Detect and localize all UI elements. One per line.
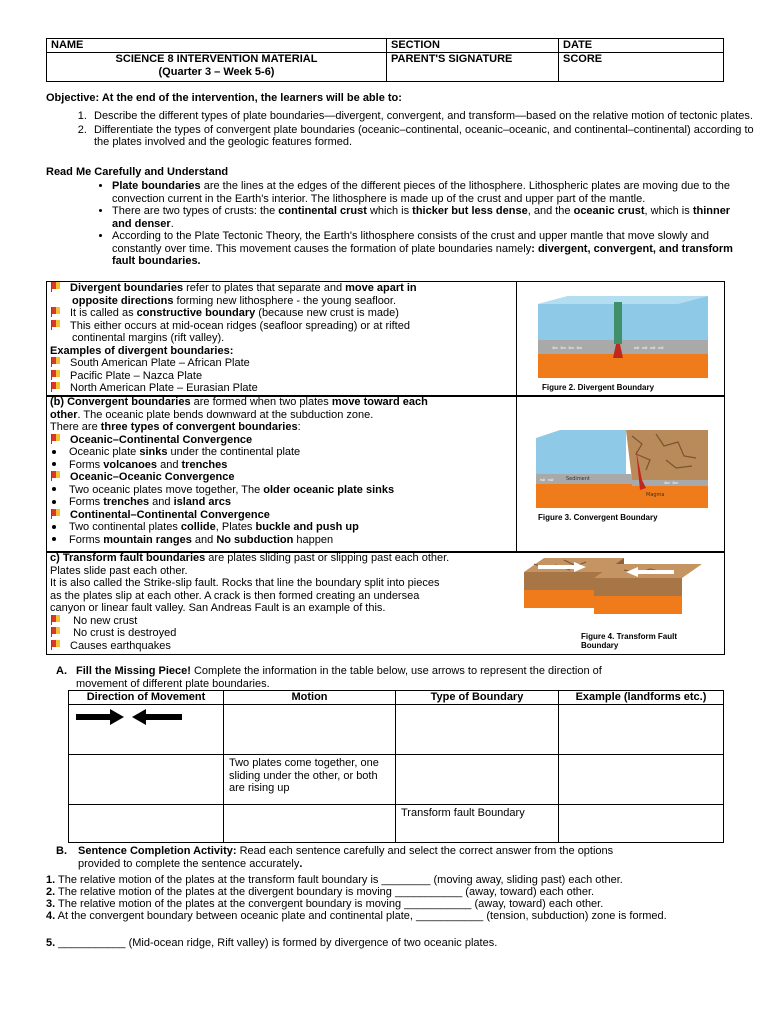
figure-4-caption: Figure 4. Transform Fault Boundary — [581, 632, 678, 650]
read-bullet-3: • According to the Plate Tectonic Theory, the Earth's lithosphere consists of the crust and upper mantle that move slowly and constantly over time. This movement causes the formation of plate boundaries namely: divergent, convergent, and transform fault boundaries. — [112, 230, 752, 268]
bullet-dot-icon — [52, 462, 56, 466]
column-header: Motion — [224, 691, 396, 705]
svg-text:⇨ ⇨ ⇨ ⇨: ⇨ ⇨ ⇨ ⇨ — [634, 344, 665, 352]
flag-bullet-icon — [50, 640, 62, 650]
divergent-boundary-figure — [538, 296, 708, 378]
convergent-boundary-figure — [536, 430, 708, 508]
flag-bullet-icon — [50, 382, 62, 392]
figure-3-caption: Figure 3. Convergent Boundary — [538, 513, 658, 522]
read-bullet-1: • Plate boundaries are the lines at the edges of the different pieces of the lithosphere. Lithospheric plates are moving due to the convection current in the Earth's interior. The lithosphere is made up of the crust and upper part of the mantle. — [112, 180, 752, 205]
svg-text:⇦ ⇦ ⇦ ⇦: ⇦ ⇦ ⇦ ⇦ — [552, 344, 583, 352]
date-label: DATE — [559, 39, 724, 53]
oceanic-oceanic-heading: Oceanic–Oceanic Convergence — [70, 471, 235, 483]
continental-continental-heading: Continental–Continental Convergence — [70, 508, 270, 521]
material-title — [47, 53, 387, 82]
activity-b-letter: B. — [56, 845, 67, 857]
bullet-dot-icon — [52, 487, 56, 491]
answer-cell[interactable] — [396, 755, 559, 805]
box-divider — [516, 281, 517, 551]
sediment-label: Sediment — [566, 476, 590, 482]
divergent-examples-heading: Examples of divergent boundaries: — [50, 344, 234, 357]
read-bullets — [80, 180, 752, 268]
flag-bullet-icon — [50, 434, 62, 444]
sentence-item-5: 5. ___________ (Mid-ocean ridge, Rift valley) is formed by divergence of two oceanic plates. — [46, 937, 498, 949]
flag-bullet-icon — [50, 471, 62, 481]
column-header: Direction of Movement — [69, 691, 224, 705]
transform-bullet: No new crust — [73, 614, 138, 627]
read-bullet-2: • There are two types of crusts: the continental crust which is thicker but less dense, and the oceanic crust, which is thinner and denser. — [112, 205, 752, 230]
flag-bullet-icon — [50, 282, 62, 292]
figure-2-caption: Figure 2. Divergent Boundary — [542, 383, 655, 392]
divergent-example: North American Plate – Eurasian Plate — [70, 382, 258, 394]
answer-cell[interactable] — [69, 805, 224, 843]
answer-cell[interactable] — [69, 755, 224, 805]
convergent-text: (b) Convergent boundaries are formed when two plates move toward each other. The oceanic plate bends downward at the subduction zone. There are three types of convergent boundaries: Oceanic–Continental Convergence Oceanic plate sinks under the continental plate Forms volcanoes and trenches Oceanic–Oceanic Convergence Two oceanic plates move together, The older oceanic plate sinks Forms trenches and island arcs Continental–Continental Convergence Two continental plates collide, Plates buckle and push up Forms mountain ranges and No subduction happen — [50, 396, 428, 546]
fill-missing-piece-table — [68, 690, 724, 843]
activity-a-title: Fill the Missing Piece! — [76, 665, 191, 677]
score-label: SCORE — [559, 53, 724, 82]
arrows-apart-icon — [74, 708, 186, 726]
oceanic-continental-heading: Oceanic–Continental Convergence — [70, 433, 253, 446]
flag-bullet-icon — [50, 509, 62, 519]
answer-cell[interactable] — [224, 805, 396, 843]
answer-cell[interactable] — [559, 805, 724, 843]
flag-bullet-icon — [50, 320, 62, 330]
transform-bullet: No crust is destroyed — [73, 627, 177, 639]
flag-bullet-icon — [50, 307, 62, 317]
column-header: Type of Boundary — [396, 691, 559, 705]
title-line-2: (Quarter 3 – Week 5-6) — [158, 66, 275, 78]
answer-cell[interactable] — [224, 705, 396, 755]
read-heading: Read Me Carefully and Understand — [46, 166, 229, 178]
type-cell: Transform fault Boundary — [396, 805, 559, 843]
flag-bullet-icon — [50, 615, 62, 625]
flag-bullet-icon — [50, 357, 62, 367]
objective-list — [46, 110, 760, 150]
sentence-item-3: 3. The relative motion of the plates at the convergent boundary is moving ___________ (away, toward) each other. — [46, 898, 604, 910]
bullet-dot-icon — [52, 450, 56, 454]
direction-cell — [69, 705, 224, 755]
objective-item-1: 1. Describe the different types of plate boundaries—divergent, convergent, and transform—based on the relative motion of tectonic plates. — [90, 110, 760, 123]
transform-fault-figure — [524, 556, 714, 628]
divergent-text: Divergent boundaries refer to plates that separate and move apart in opposite directions forming new lithosphere - the young seafloor. It is called as constructive boundary (because new crust is made) This either occurs at mid-ocean ridges (seafloor spreading) or at rifted continental margins (rift valley). Examples of divergent boundaries: South American Plate – African Plate Pacific Plate – Nazca Plate North American Plate – Eurasian Plate — [50, 282, 515, 395]
activity-a-instructions: Fill the Missing Piece! Complete the information in the table below, use arrows to represent the direction of movement of different plate boundaries. — [76, 665, 602, 690]
column-header: Example (landforms etc.) — [559, 691, 724, 705]
bullet-dot-icon — [52, 525, 56, 529]
answer-cell[interactable] — [559, 705, 724, 755]
objective-heading: Objective: At the end of the intervention, the learners will be able to: — [46, 92, 402, 104]
objective-item-2: 2. Differentiate the types of convergent plate boundaries (oceanic–continental, oceanic–oceanic, and continental–continental) according to the plates involved and the geologic features formed. — [90, 124, 760, 149]
answer-cell[interactable] — [559, 755, 724, 805]
bullet-dot-icon — [52, 537, 56, 541]
motion-cell: Two plates come together, one sliding under the other, or both are rising up — [224, 755, 396, 805]
bullet-dot-icon — [52, 500, 56, 504]
title-line-1: SCIENCE 8 INTERVENTION MATERIAL — [115, 53, 318, 65]
flag-bullet-icon — [50, 627, 62, 637]
transform-bullet: Causes earthquakes — [70, 639, 171, 652]
sentence-item-2: 2. The relative motion of the plates at the divergent boundary is moving ___________ (away, toward) each other. — [46, 886, 595, 898]
activity-b-title: Sentence Completion Activity: — [78, 845, 237, 857]
activity-a-letter: A. — [56, 665, 67, 677]
name-label: NAME — [47, 39, 387, 53]
transform-text: c) Transform fault boundaries are plates sliding past or slipping past each other. Plates slide past each other. It is also called the Strike-slip fault. Rocks that line the boundary split into pieces as the plates slip at each other. A crack is then formed creating an undersea canyon or linear fault valley. San Andreas Fault is an example of this. No new crust No crust is destroyed Causes earthquakes — [50, 552, 450, 652]
divergent-example: Pacific Plate – Nazca Plate — [70, 369, 203, 382]
svg-text:⇦ ⇦: ⇦ ⇦ — [664, 479, 678, 487]
activity-b-instructions: Sentence Completion Activity: Read each sentence carefully and select the correct answer from the options provided to complete the sentence accurately. — [78, 845, 614, 870]
sentence-item-1: 1. The relative motion of the plates at the transform fault boundary is ________ (moving away, sliding past) each other. — [46, 874, 623, 886]
divergent-example: South American Plate – African Plate — [70, 357, 250, 369]
sentence-item-4: 4. At the convergent boundary between oceanic plate and continental plate, ___________ (tension, subduction) zone is formed. — [46, 910, 667, 922]
section-label: SECTION — [387, 39, 559, 53]
svg-text:⇨ ⇨: ⇨ ⇨ — [540, 476, 554, 484]
header-table — [46, 38, 724, 82]
flag-bullet-icon — [50, 370, 62, 380]
signature-label: PARENT'S SIGNATURE — [387, 53, 559, 82]
answer-cell[interactable] — [396, 705, 559, 755]
magma-label: Magma — [646, 492, 665, 498]
